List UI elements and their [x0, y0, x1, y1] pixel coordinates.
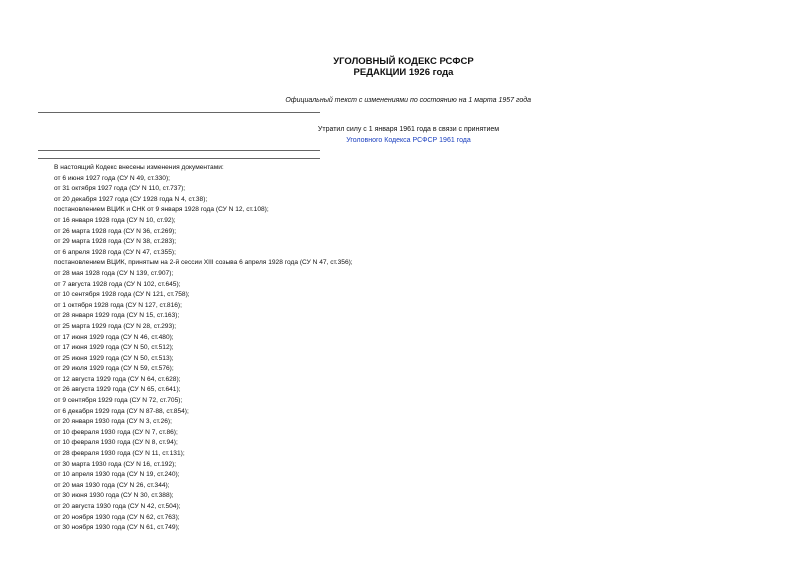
document-subtitle: РЕДАКЦИИ 1926 года — [353, 67, 454, 78]
divider — [38, 158, 320, 159]
amendment-item: постановлением ВЦИК, принятым на 2-й сессии XIII созыва 6 апреля 1928 года (СУ N 47, ст.356); — [54, 259, 353, 267]
amendment-item: от 6 декабря 1929 года (СУ N 87-88, ст.854); — [54, 407, 189, 415]
amendment-item: от 30 июня 1930 года (СУ N 30, ст.388); — [54, 492, 174, 500]
amendment-item: от 28 января 1929 года (СУ N 15, ст.163); — [54, 312, 180, 320]
amendments-list — [54, 163, 353, 534]
amendment-item: от 26 августа 1929 года (СУ N 65, ст.641); — [54, 386, 181, 394]
amendment-item: от 25 марта 1929 года (СУ N 28, ст.293); — [54, 322, 177, 330]
amendment-item: от 9 сентября 1929 года (СУ N 72, ст.705); — [54, 397, 183, 405]
repeal-note: Утратил силу с 1 января 1961 года в связи с принятием — [317, 126, 500, 133]
amendment-item: от 26 марта 1928 года (СУ N 36, ст.269); — [54, 227, 177, 235]
amendment-item: от 1 октября 1928 года (СУ N 127, ст.816); — [54, 301, 182, 309]
official-text-note: Официальный текст с изменениями по состоянию на 1 марта 1957 года — [285, 97, 531, 104]
amendments-intro: В настоящий Кодекс внесены изменения документами: — [54, 164, 224, 171]
amendment-item: от 30 ноября 1930 года (СУ N 61, ст.749); — [54, 524, 180, 532]
amendment-item: от 28 мая 1928 года (СУ N 139, ст.907); — [54, 269, 174, 277]
amendment-item: от 10 февраля 1930 года (СУ N 7, ст.86); — [54, 428, 178, 436]
amendment-item: от 30 марта 1930 года (СУ N 16, ст.192); — [54, 460, 177, 468]
amendment-item: от 10 апреля 1930 года (СУ N 19, ст.240); — [54, 471, 180, 479]
amendment-item: от 6 июня 1927 года (СУ N 49, ст.330); — [54, 174, 170, 182]
amendment-item: от 6 апреля 1928 года (СУ N 47, ст.355); — [54, 248, 176, 256]
amendment-item: от 10 февраля 1930 года (СУ N 8, ст.94); — [54, 439, 178, 447]
divider — [38, 150, 320, 151]
amendment-item: от 31 октября 1927 года (СУ N 110, ст.737); — [54, 185, 186, 193]
amendment-item: от 25 июня 1929 года (СУ N 50, ст.513); — [54, 354, 174, 362]
amendment-item: от 29 июля 1929 года (СУ N 59, ст.576); — [54, 365, 174, 373]
amendment-item: от 17 июня 1929 года (СУ N 46, ст.480); — [54, 333, 174, 341]
divider — [38, 112, 320, 113]
amendment-item: от 28 февраля 1930 года (СУ N 11, ст.131); — [54, 450, 185, 458]
amendment-item: от 12 августа 1929 года (СУ N 64, ст.628); — [54, 375, 181, 383]
amendment-item: от 17 июня 1929 года (СУ N 50, ст.512); — [54, 344, 174, 352]
amendment-item: от 7 августа 1928 года (СУ N 102, ст.645); — [54, 280, 181, 288]
amendment-item: от 20 августа 1930 года (СУ N 42, ст.504); — [54, 503, 181, 510]
amendment-item: от 20 мая 1930 года (СУ N 26, ст.344); — [54, 481, 170, 489]
amendment-item: от 20 января 1930 года (СУ N 3, ст.26); — [54, 418, 172, 426]
amendment-item: от 20 декабря 1927 года (СУ 1928 года N 4, ст.38); — [54, 195, 208, 203]
repeal-link-line — [5, 136, 807, 145]
amendment-item: от 29 марта 1928 года (СУ N 38, ст.283); — [54, 238, 177, 246]
new-code-link[interactable]: Уголовного Кодекса РСФСР 1961 года — [346, 137, 471, 144]
amendment-item: постановлением ВЦИК и СНК от 9 января 1928 года (СУ N 12, ст.108); — [54, 206, 269, 214]
amendment-item: от 10 сентября 1928 года (СУ N 121, ст.758); — [54, 291, 190, 299]
document-title: УГОЛОВНЫЙ КОДЕКС РСФСР — [333, 56, 474, 67]
amendment-item: от 20 ноября 1930 года (СУ N 62, ст.763); — [54, 513, 180, 521]
amendment-item: от 16 января 1928 года (СУ N 10, ст.92); — [54, 216, 176, 224]
